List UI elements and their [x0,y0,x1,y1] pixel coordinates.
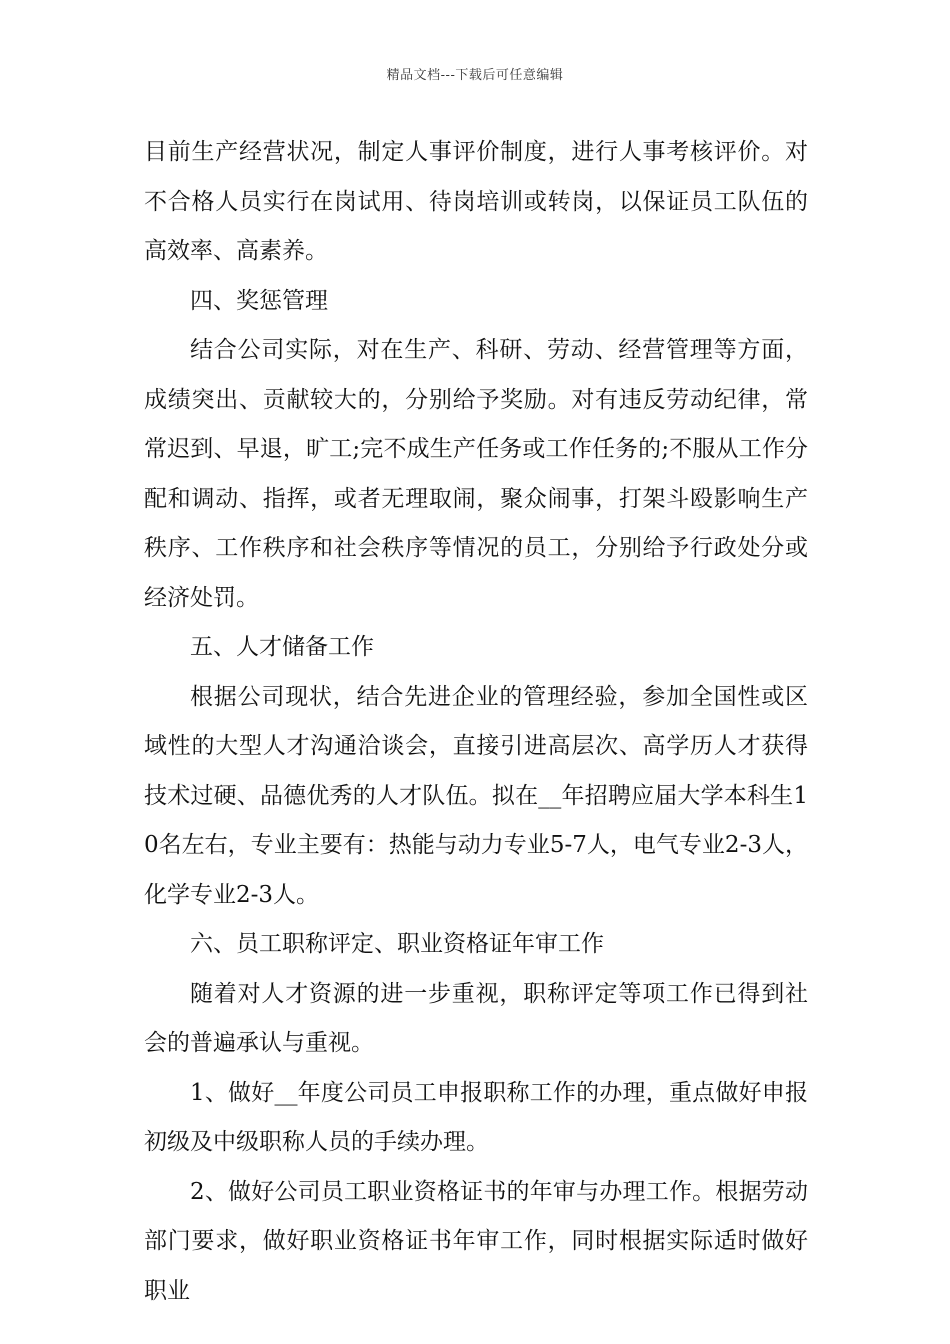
paragraph-rewards: 结合公司实际，对在生产、科研、劳动、经营管理等方面，成绩突出、贡献较大的，分别给予奖励。对有违反劳动纪律，常常迟到、早退，旷工;完不成生产任务或工作任务的;不服从工作分配和调动、指挥，或者无理取闹，聚众闹事，打架斗殴影响生产秩序、工作秩序和社会秩序等情况的员工，分别给予行政处分或经济处罚。 [144,337,808,611]
section-heading-talent-reserve: 五、人才储备工作 [190,634,374,660]
document-body [144,128,808,1316]
paragraph-1: 目前生产经营状况，制定人事评价制度，进行人事考核评价。对不合格人员实行在岗试用、待岗培训或转岗，以保证员工队伍的高效率、高素养。 [144,139,808,264]
paragraph-talent-reserve: 根据公司现状，结合先进企业的管理经验，参加全国性或区域性的大型人才沟通洽谈会，直接引进高层次、高学历人才获得技术过硬、品德优秀的人才队伍。拟在__年招聘应届大学本科生10名左右，专业主要有：热能与动力专业5-7人，电气专业2-3人，化学专业2-3人。 [144,683,808,908]
list-item-2: 2、做好公司员工职业资格证书的年审与办理工作。根据劳动部门要求，做好职业资格证书年审工作，同时根据实际适时做好职业 [144,1178,808,1304]
section-heading-rewards: 四、奖惩管理 [190,287,328,314]
section-heading-titles-certificates: 六、员工职称评定、职业资格证年审工作 [190,931,604,957]
list-item-1: 1、做好__年度公司员工申报职称工作的办理，重点做好申报初级及中级职称人员的手续办理。 [144,1079,808,1155]
page-header: 精品文档---下载后可任意编辑 [386,68,564,83]
paragraph-titles-intro: 随着对人才资源的进一步重视，职称评定等项工作已得到社会的普遍承认与重视。 [144,980,808,1056]
